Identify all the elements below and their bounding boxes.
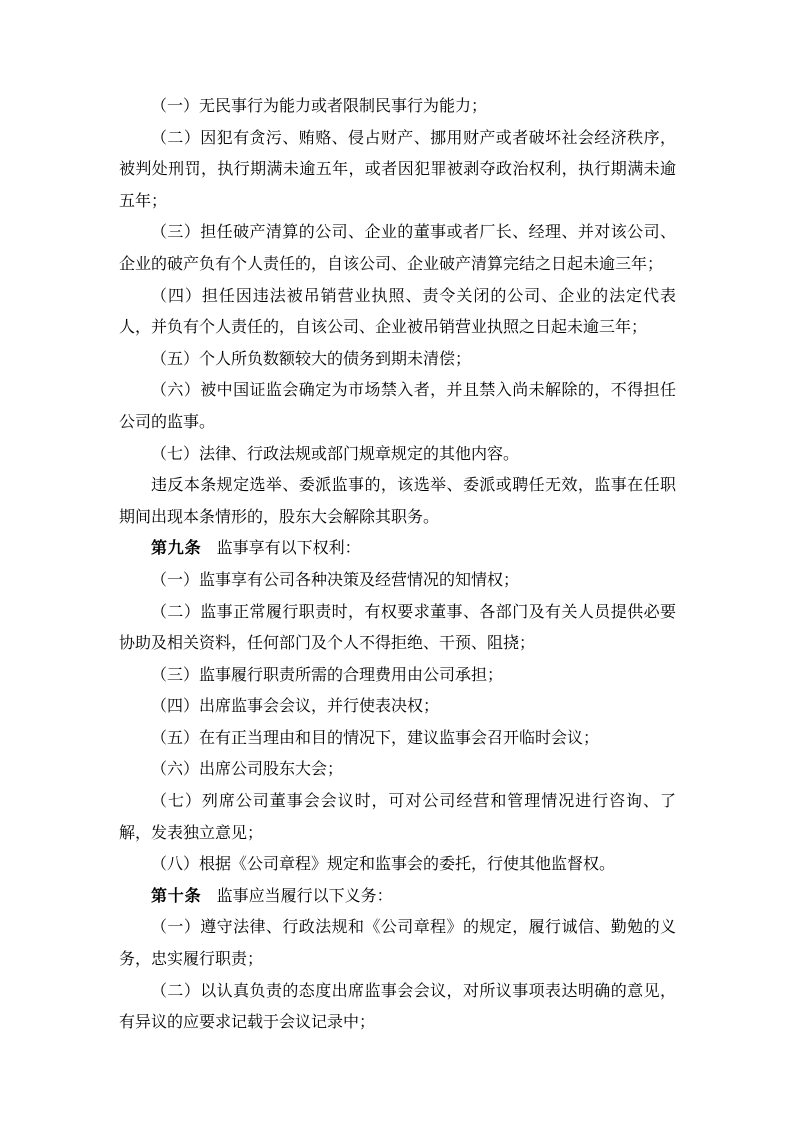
paragraph (119, 754, 676, 786)
paragraph-text: （二）因犯有贪污、贿赂、侵占财产、挪用财产或者破坏社会经济秩序，被判处刑罚，执行期满未逾五年，或者因犯罪被剥夺政治权利，执行期满未逾五年； (119, 129, 676, 210)
paragraph-text: （一）监事享有公司各种决策及经营情况的知情权； (151, 571, 520, 589)
article-number-label: 第十条 (151, 887, 202, 905)
paragraph-text: （二）以认真负责的态度出席监事会会议，对所议事项表达明确的意见，有异议的应要求记载于会议记录中； (119, 982, 676, 1032)
paragraph (119, 912, 676, 975)
paragraph-text: （三）监事履行职责所需的合理费用由公司承担； (151, 666, 504, 684)
paragraph-text: （四）出席监事会会议，并行使表决权； (151, 698, 440, 716)
paragraph (119, 281, 676, 344)
paragraph-text: （五）个人所负数额较大的债务到期未清偿； (151, 350, 472, 368)
paragraph-text: （八）根据《公司章程》规定和监事会的委托，行使其他监督权。 (151, 856, 616, 874)
paragraph-text: （三）担任破产清算的公司、企业的董事或者厂长、经理、并对该公司、企业的破产负有个人责任的，自该公司、企业破产清算完结之日起未逾三年； (119, 224, 676, 273)
document-body (119, 91, 676, 1039)
paragraph-text: （六）出席公司股东大会； (151, 761, 344, 779)
paragraph (119, 123, 676, 218)
paragraph-text: （五）在有正当理由和目的情况下，建议监事会召开临时会议； (151, 729, 600, 747)
paragraph (119, 597, 676, 660)
article-number-label: 第九条 (151, 540, 202, 558)
paragraph-text: （二）监事正常履行职责时，有权要求董事、各部门及有关人员提供必要协助及相关资料，任何部门及个人不得拒绝、干预、阻挠； (119, 603, 676, 653)
paragraph (119, 976, 676, 1039)
article-heading (119, 881, 676, 913)
paragraph (119, 91, 676, 123)
paragraph-text: （七）法律、行政法规或部门规章规定的其他内容。 (151, 445, 520, 463)
paragraph (119, 786, 676, 849)
paragraph (119, 439, 676, 471)
paragraph (119, 660, 676, 692)
paragraph-text: （六）被中国证监会确定为市场禁入者，并且禁入尚未解除的，不得担任公司的监事。 (119, 382, 676, 431)
paragraph-text: 违反本条规定选举、委派监事的，该选举、委派或聘任无效，监事在任职期间出现本条情形的，股东大会解除其职务。 (119, 477, 676, 526)
paragraph-text: （一）无民事行为能力或者限制民事行为能力； (151, 98, 488, 115)
paragraph (119, 723, 676, 755)
article-heading (119, 533, 676, 565)
paragraph-text: 监事享有以下权利： (216, 540, 361, 558)
paragraph (119, 344, 676, 376)
paragraph-text: （一）遵守法律、行政法规和《公司章程》的规定，履行诚信、勤勉的义务，忠实履行职责； (119, 919, 676, 969)
paragraph-text: 监事应当履行以下义务： (216, 887, 393, 905)
paragraph (119, 565, 676, 597)
paragraph (119, 375, 676, 438)
paragraph (119, 691, 676, 723)
paragraph-text: （四）担任因违法被吊销营业执照、责令关闭的公司、企业的法定代表人，并负有个人责任的，自该公司、企业被吊销营业执照之日起未逾三年； (119, 287, 676, 337)
paragraph-text: （七）列席公司董事会会议时，可对公司经营和管理情况进行咨询、了解，发表独立意见； (119, 793, 676, 842)
paragraph (119, 849, 676, 881)
paragraph (119, 217, 676, 280)
paragraph (119, 470, 676, 533)
